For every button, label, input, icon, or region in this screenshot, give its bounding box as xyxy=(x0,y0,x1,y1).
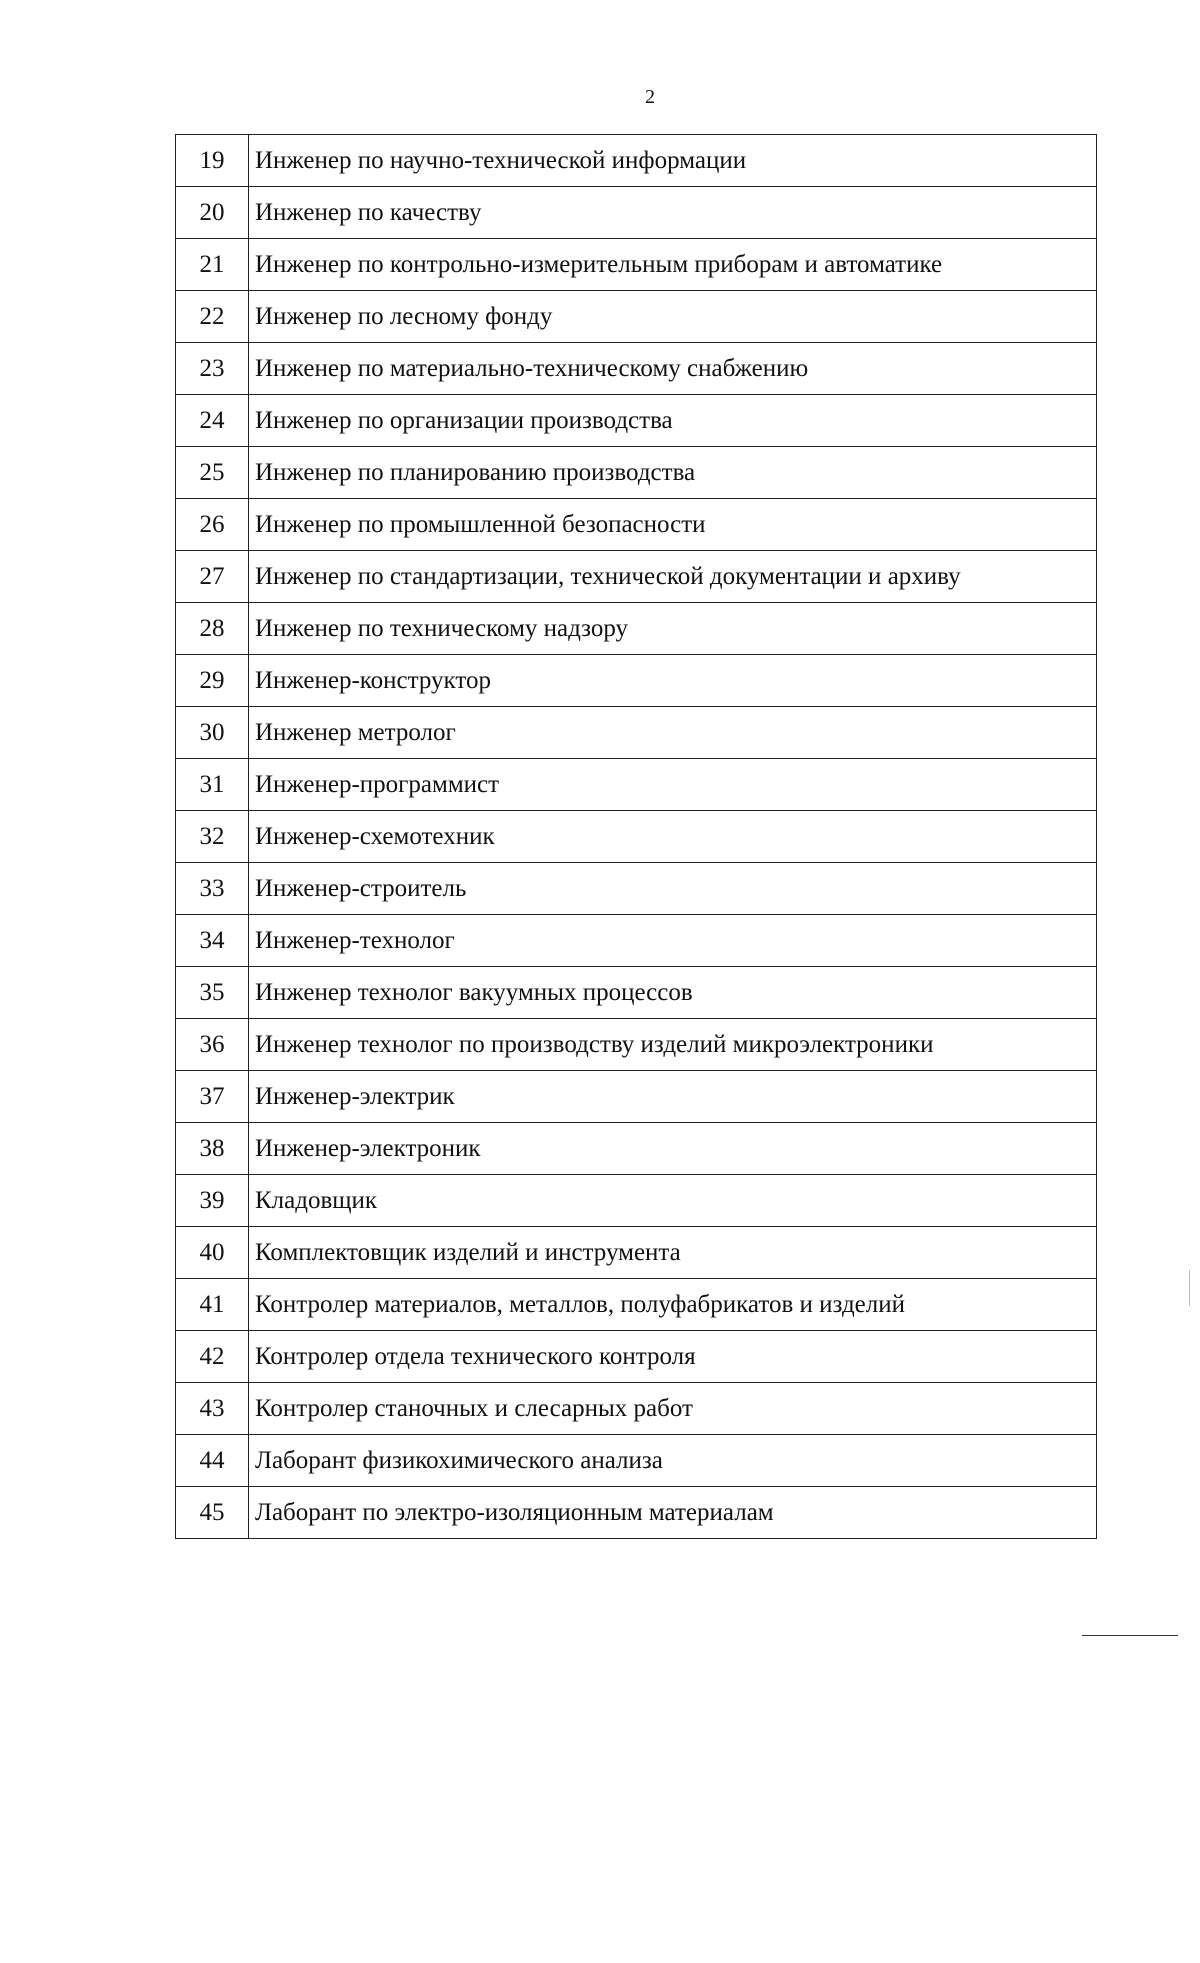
row-number: 37 xyxy=(176,1071,249,1123)
page-number: 2 xyxy=(645,86,655,108)
row-number: 22 xyxy=(176,291,249,343)
position-title: Инженер-строитель xyxy=(249,863,1097,915)
table-row xyxy=(176,1175,1097,1227)
position-title: Контролер станочных и слесарных работ xyxy=(249,1383,1097,1435)
table-row xyxy=(176,395,1097,447)
table-row xyxy=(176,1071,1097,1123)
table-row xyxy=(176,135,1097,187)
table-row xyxy=(176,1019,1097,1071)
position-title: Контролер материалов, металлов, полуфабрикатов и изделий xyxy=(249,1279,1097,1331)
row-number: 41 xyxy=(176,1279,249,1331)
table-row xyxy=(176,1435,1097,1487)
position-title: Инженер по планированию производства xyxy=(249,447,1097,499)
row-number: 19 xyxy=(176,135,249,187)
footer-rule xyxy=(1082,1635,1178,1636)
table-row xyxy=(176,603,1097,655)
position-title: Инженер метролог xyxy=(249,707,1097,759)
row-number: 42 xyxy=(176,1331,249,1383)
table-row xyxy=(176,707,1097,759)
table-row xyxy=(176,811,1097,863)
position-title: Инженер технолог по производству изделий микроэлектроники xyxy=(249,1019,1097,1071)
row-number: 23 xyxy=(176,343,249,395)
table-row xyxy=(176,187,1097,239)
position-title: Контролер отдела технического контроля xyxy=(249,1331,1097,1383)
table-row xyxy=(176,915,1097,967)
row-number: 29 xyxy=(176,655,249,707)
table-row xyxy=(176,1331,1097,1383)
position-title: Инженер-конструктор xyxy=(249,655,1097,707)
position-title: Инженер по техническому надзору xyxy=(249,603,1097,655)
row-number: 20 xyxy=(176,187,249,239)
row-number: 25 xyxy=(176,447,249,499)
table-row xyxy=(176,239,1097,291)
margin-mark xyxy=(1189,1270,1190,1306)
row-number: 39 xyxy=(176,1175,249,1227)
position-title: Инженер по контрольно-измерительным приборам и автоматике xyxy=(249,239,1097,291)
position-title: Инженер по качеству xyxy=(249,187,1097,239)
table-row xyxy=(176,655,1097,707)
position-title: Кладовщик xyxy=(249,1175,1097,1227)
position-title: Инженер по промышленной безопасности xyxy=(249,499,1097,551)
table-row xyxy=(176,1487,1097,1539)
table-row xyxy=(176,447,1097,499)
row-number: 45 xyxy=(176,1487,249,1539)
position-title: Инженер по организации производства xyxy=(249,395,1097,447)
row-number: 21 xyxy=(176,239,249,291)
position-title: Инженер-технолог xyxy=(249,915,1097,967)
position-title: Инженер-электроник xyxy=(249,1123,1097,1175)
table-row xyxy=(176,1383,1097,1435)
position-title: Инженер по материально-техническому снабжению xyxy=(249,343,1097,395)
table-row xyxy=(176,967,1097,1019)
position-title: Лаборант физикохимического анализа xyxy=(249,1435,1097,1487)
positions-table xyxy=(175,134,1097,1539)
table-row xyxy=(176,1123,1097,1175)
row-number: 28 xyxy=(176,603,249,655)
row-number: 32 xyxy=(176,811,249,863)
table-row xyxy=(176,499,1097,551)
row-number: 31 xyxy=(176,759,249,811)
row-number: 34 xyxy=(176,915,249,967)
table-row xyxy=(176,863,1097,915)
position-title: Инженер-программист xyxy=(249,759,1097,811)
row-number: 26 xyxy=(176,499,249,551)
row-number: 43 xyxy=(176,1383,249,1435)
position-title: Инженер по лесному фонду xyxy=(249,291,1097,343)
position-title: Инженер по научно-технической информации xyxy=(249,135,1097,187)
table-row xyxy=(176,291,1097,343)
position-title: Комплектовщик изделий и инструмента xyxy=(249,1227,1097,1279)
table-row xyxy=(176,551,1097,603)
table-row xyxy=(176,1279,1097,1331)
row-number: 44 xyxy=(176,1435,249,1487)
positions-table-body xyxy=(176,135,1097,1539)
position-title: Лаборант по электро-изоляционным материалам xyxy=(249,1487,1097,1539)
row-number: 27 xyxy=(176,551,249,603)
row-number: 30 xyxy=(176,707,249,759)
row-number: 38 xyxy=(176,1123,249,1175)
position-title: Инженер технолог вакуумных процессов xyxy=(249,967,1097,1019)
row-number: 36 xyxy=(176,1019,249,1071)
row-number: 24 xyxy=(176,395,249,447)
row-number: 35 xyxy=(176,967,249,1019)
row-number: 33 xyxy=(176,863,249,915)
position-title: Инженер-схемотехник xyxy=(249,811,1097,863)
table-row xyxy=(176,343,1097,395)
row-number: 40 xyxy=(176,1227,249,1279)
position-title: Инженер-электрик xyxy=(249,1071,1097,1123)
table-row xyxy=(176,759,1097,811)
position-title: Инженер по стандартизации, технической документации и архиву xyxy=(249,551,1097,603)
table-row xyxy=(176,1227,1097,1279)
